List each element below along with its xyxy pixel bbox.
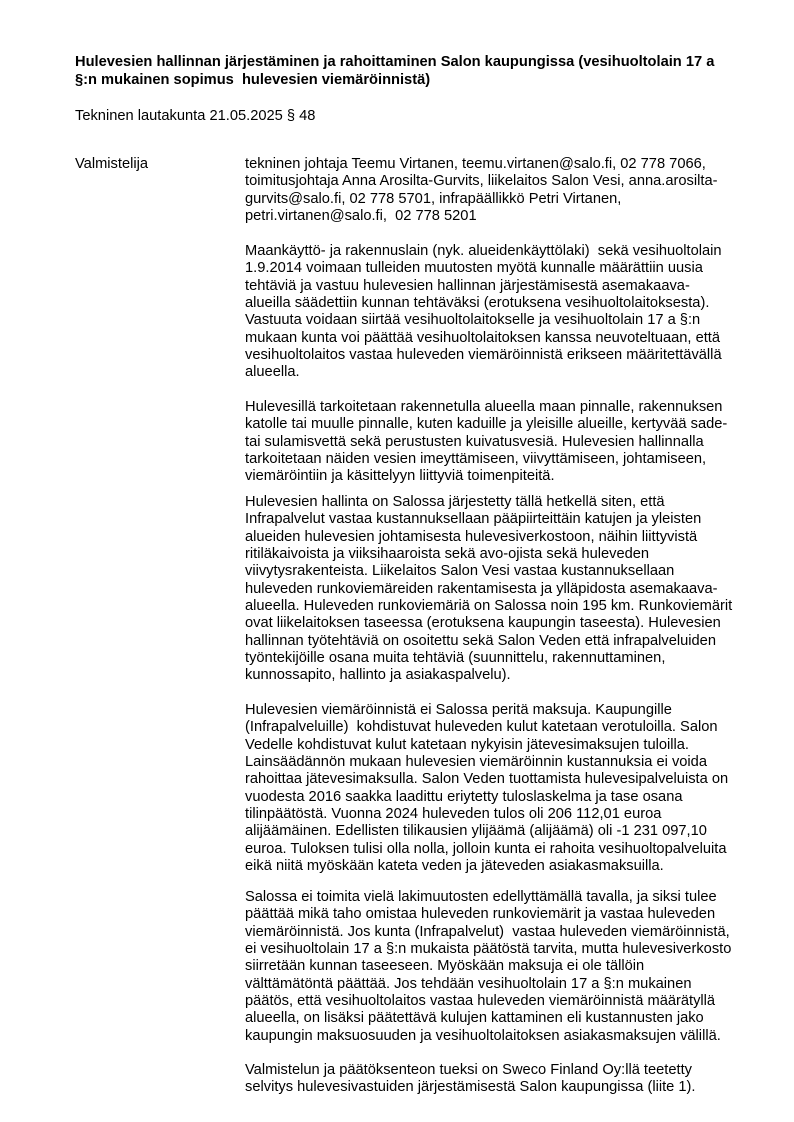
text-line: ovat liikelaitoksen taseessa (erotuksena kaupungin taseesta). Hulevesien <box>245 615 721 632</box>
text-line: ei vesihuoltolain 17 a §:n mukaista päätöstä tarvita, mutta hulevesiverkosto <box>245 940 732 957</box>
text-line: petri.virtanen@salo.fi, 02 778 5201 <box>245 207 477 224</box>
text-line: gurvits@salo.fi, 02 778 5701, infrapäällikkö Petri Virtanen, <box>245 190 622 207</box>
text-line: eikä niitä myöskään kateta veden ja jäteveden asiakasmaksuilla. <box>245 857 664 874</box>
board-and-date-line: Tekninen lautakunta 21.05.2025 § 48 <box>75 108 316 124</box>
text-line: (Infrapalveluille) kohdistuvat huleveden kulut katetaan verotuloilla. Salon <box>245 719 718 736</box>
paragraph-stormwater-definition <box>245 399 755 486</box>
text-line: viivytysrakenteista. Liikelaitos Salon Vesi vastaa kustannuksellaan <box>245 563 675 580</box>
text-line: katolle tai muulle pinnalle, kuten kaduille ja yleisille alueille, kertyvää sade- <box>245 416 728 433</box>
text-line: alueiden hulevesien johtamisesta hulevesiverkostoon, näihin liittyvistä <box>245 528 698 545</box>
text-line: mukaan kunta voi päättää vesihuoltolaitoksen kanssa neuvoteltuaan, että <box>245 329 721 346</box>
text-line: ritiläkaivoista ja viiksihaaroista sekä avo-ojista sekä huleveden <box>245 545 650 562</box>
preparer-label: Valmistelija <box>75 156 149 172</box>
paragraph-decision-options <box>245 889 755 1045</box>
text-line: Hulevesien viemäröinnistä ei Salossa peritä maksuja. Kaupungille <box>245 702 672 718</box>
text-line: Hulevesillä tarkoitetaan rakennetulla alueella maan pinnalle, rakennuksen <box>245 399 723 415</box>
paragraph-current-organization <box>245 494 755 685</box>
text-line: §:n mukainen sopimus hulevesien viemäröinnistä) <box>75 72 431 88</box>
text-line: selvitys hulevesivastuiden järjestämisestä Salon kaupungissa (liite 1). <box>245 1079 696 1096</box>
text-line: tekninen johtaja Teemu Virtanen, teemu.virtanen@salo.fi, 02 778 7066, <box>245 156 706 172</box>
text-line: vuodesta 2016 saakka laadittu eriytetty tuloslaskelma ja tase osana <box>245 788 683 805</box>
preparer-contact-text <box>245 156 755 225</box>
text-line: päätös, että vesihuoltolaitos vastaa huleveden viemäröinnistä määrätyllä <box>245 992 716 1009</box>
text-line: kaupungin maksuosuuden ja vesihuoltolaitoksen asiakasmaksujen välillä. <box>245 1027 721 1044</box>
text-line: viemäröinnistä. Jos kunta (Infrapalvelut) vastaa huleveden viemäröinnistä, <box>245 923 730 940</box>
text-line: tai sulamisvettä sekä perustusten kuivatusvesiä. Hulevesien hallinnalla <box>245 433 704 450</box>
paragraph-legal-background <box>245 243 755 382</box>
text-line: alijäämäinen. Edellisten tilikausien ylijäämä (alijäämä) oli -1 231 097,10 <box>245 823 707 840</box>
text-line: päättää mikä taho omistaa huleveden runkoviemärit ja vastaa huleveden <box>245 906 716 923</box>
text-line: huleveden runkoviemäreiden rakentamisesta ja ylläpidosta asemakaava- <box>245 580 718 597</box>
text-line: alueella, on lisäksi päätettävä kulujen kattaminen eli kustannusten jako <box>245 1010 704 1027</box>
text-line: viemäröintiin ja käsittelyyn liittyviä toimenpiteitä. <box>245 468 555 485</box>
text-line: tehtäviä ja vastuu hulevesien hallinnan järjestämisestä asemakaava- <box>245 277 690 294</box>
text-line: euroa. Tuloksen tulisi olla nolla, jolloin kunta ei rahoita vesihuoltopalveluita <box>245 840 727 857</box>
text-line: Valmistelun ja päätöksenteon tueksi on Sweco Finland Oy:llä teetetty <box>245 1062 692 1078</box>
text-line: Hulevesien hallinta on Salossa järjestetty tällä hetkellä siten, että <box>245 494 665 510</box>
text-line: alueilla säädettiin kunnan tehtäväksi (erotuksena vesihuoltolaitoksesta). <box>245 294 710 311</box>
paragraph-sweco-report <box>245 1062 755 1097</box>
document-title <box>75 53 775 89</box>
text-line: hallinnan työtehtäviä on osoitettu sekä Salon Veden että infrapalveluiden <box>245 632 716 649</box>
text-line: Infrapalvelut vastaa kustannuksellaan pääpiirteittäin katujen ja yleisten <box>245 511 702 528</box>
text-line: vesihuoltolaitos vastaa huleveden viemäröinnistä erikseen määritettävällä <box>245 346 722 363</box>
text-line: kunnossapito, hallinto ja asiakaspalvelu). <box>245 667 511 684</box>
text-line: 1.9.2014 voimaan tulleiden muutosten myötä kunnalle määrättiin uusia <box>245 260 703 277</box>
text-line: alueella. Huleveden runkoviemäriä on Salossa noin 195 km. Runkoviemärit <box>245 597 733 614</box>
text-line: Vastuuta voidaan siirtää vesihuoltolaitokselle ja vesihuoltolain 17 a §:n <box>245 312 701 329</box>
text-line: Hulevesien hallinnan järjestäminen ja rahoittaminen Salon kaupungissa (vesihuoltolain 17 a <box>75 54 715 70</box>
text-line: tarkoitetaan näiden vesien imeyttämiseen, viivyttämiseen, johtamiseen, <box>245 450 707 467</box>
text-line: Lainsäädännön mukaan hulevesien viemäröinnin kustannuksia ei voida <box>245 753 707 770</box>
text-line: Maankäyttö- ja rakennuslain (nyk. alueidenkäyttölaki) sekä vesihuoltolain <box>245 243 722 259</box>
text-line: siirretään kunnan taseeseen. Myöskään maksuja ei ole tällöin <box>245 958 645 975</box>
text-line: tilinpäätöstä. Vuonna 2024 huleveden tulos oli 206 112,01 euroa <box>245 805 662 822</box>
text-line: välttämätöntä päättää. Jos tehdään vesihuoltolain 17 a §:n mukainen <box>245 975 692 992</box>
text-line: Salossa ei toimita vielä lakimuutosten edellyttämällä tavalla, ja siksi tulee <box>245 889 717 905</box>
text-line: toimitusjohtaja Anna Arosilta-Gurvits, liikelaitos Salon Vesi, anna.arosilta- <box>245 173 718 190</box>
text-line: työntekijöille osana muita tehtäviä (suunnittelu, rakennuttaminen, <box>245 649 666 666</box>
text-line: Vedelle kohdistuvat kulut katetaan nykyisin jätevesimaksujen tuloilla. <box>245 736 690 753</box>
text-line: rahoittaa jätevesimaksulla. Salon Veden tuottamista hulevesipalveluista on <box>245 771 729 788</box>
text-line: alueella. <box>245 364 300 381</box>
paragraph-financing-and-result <box>245 702 755 875</box>
